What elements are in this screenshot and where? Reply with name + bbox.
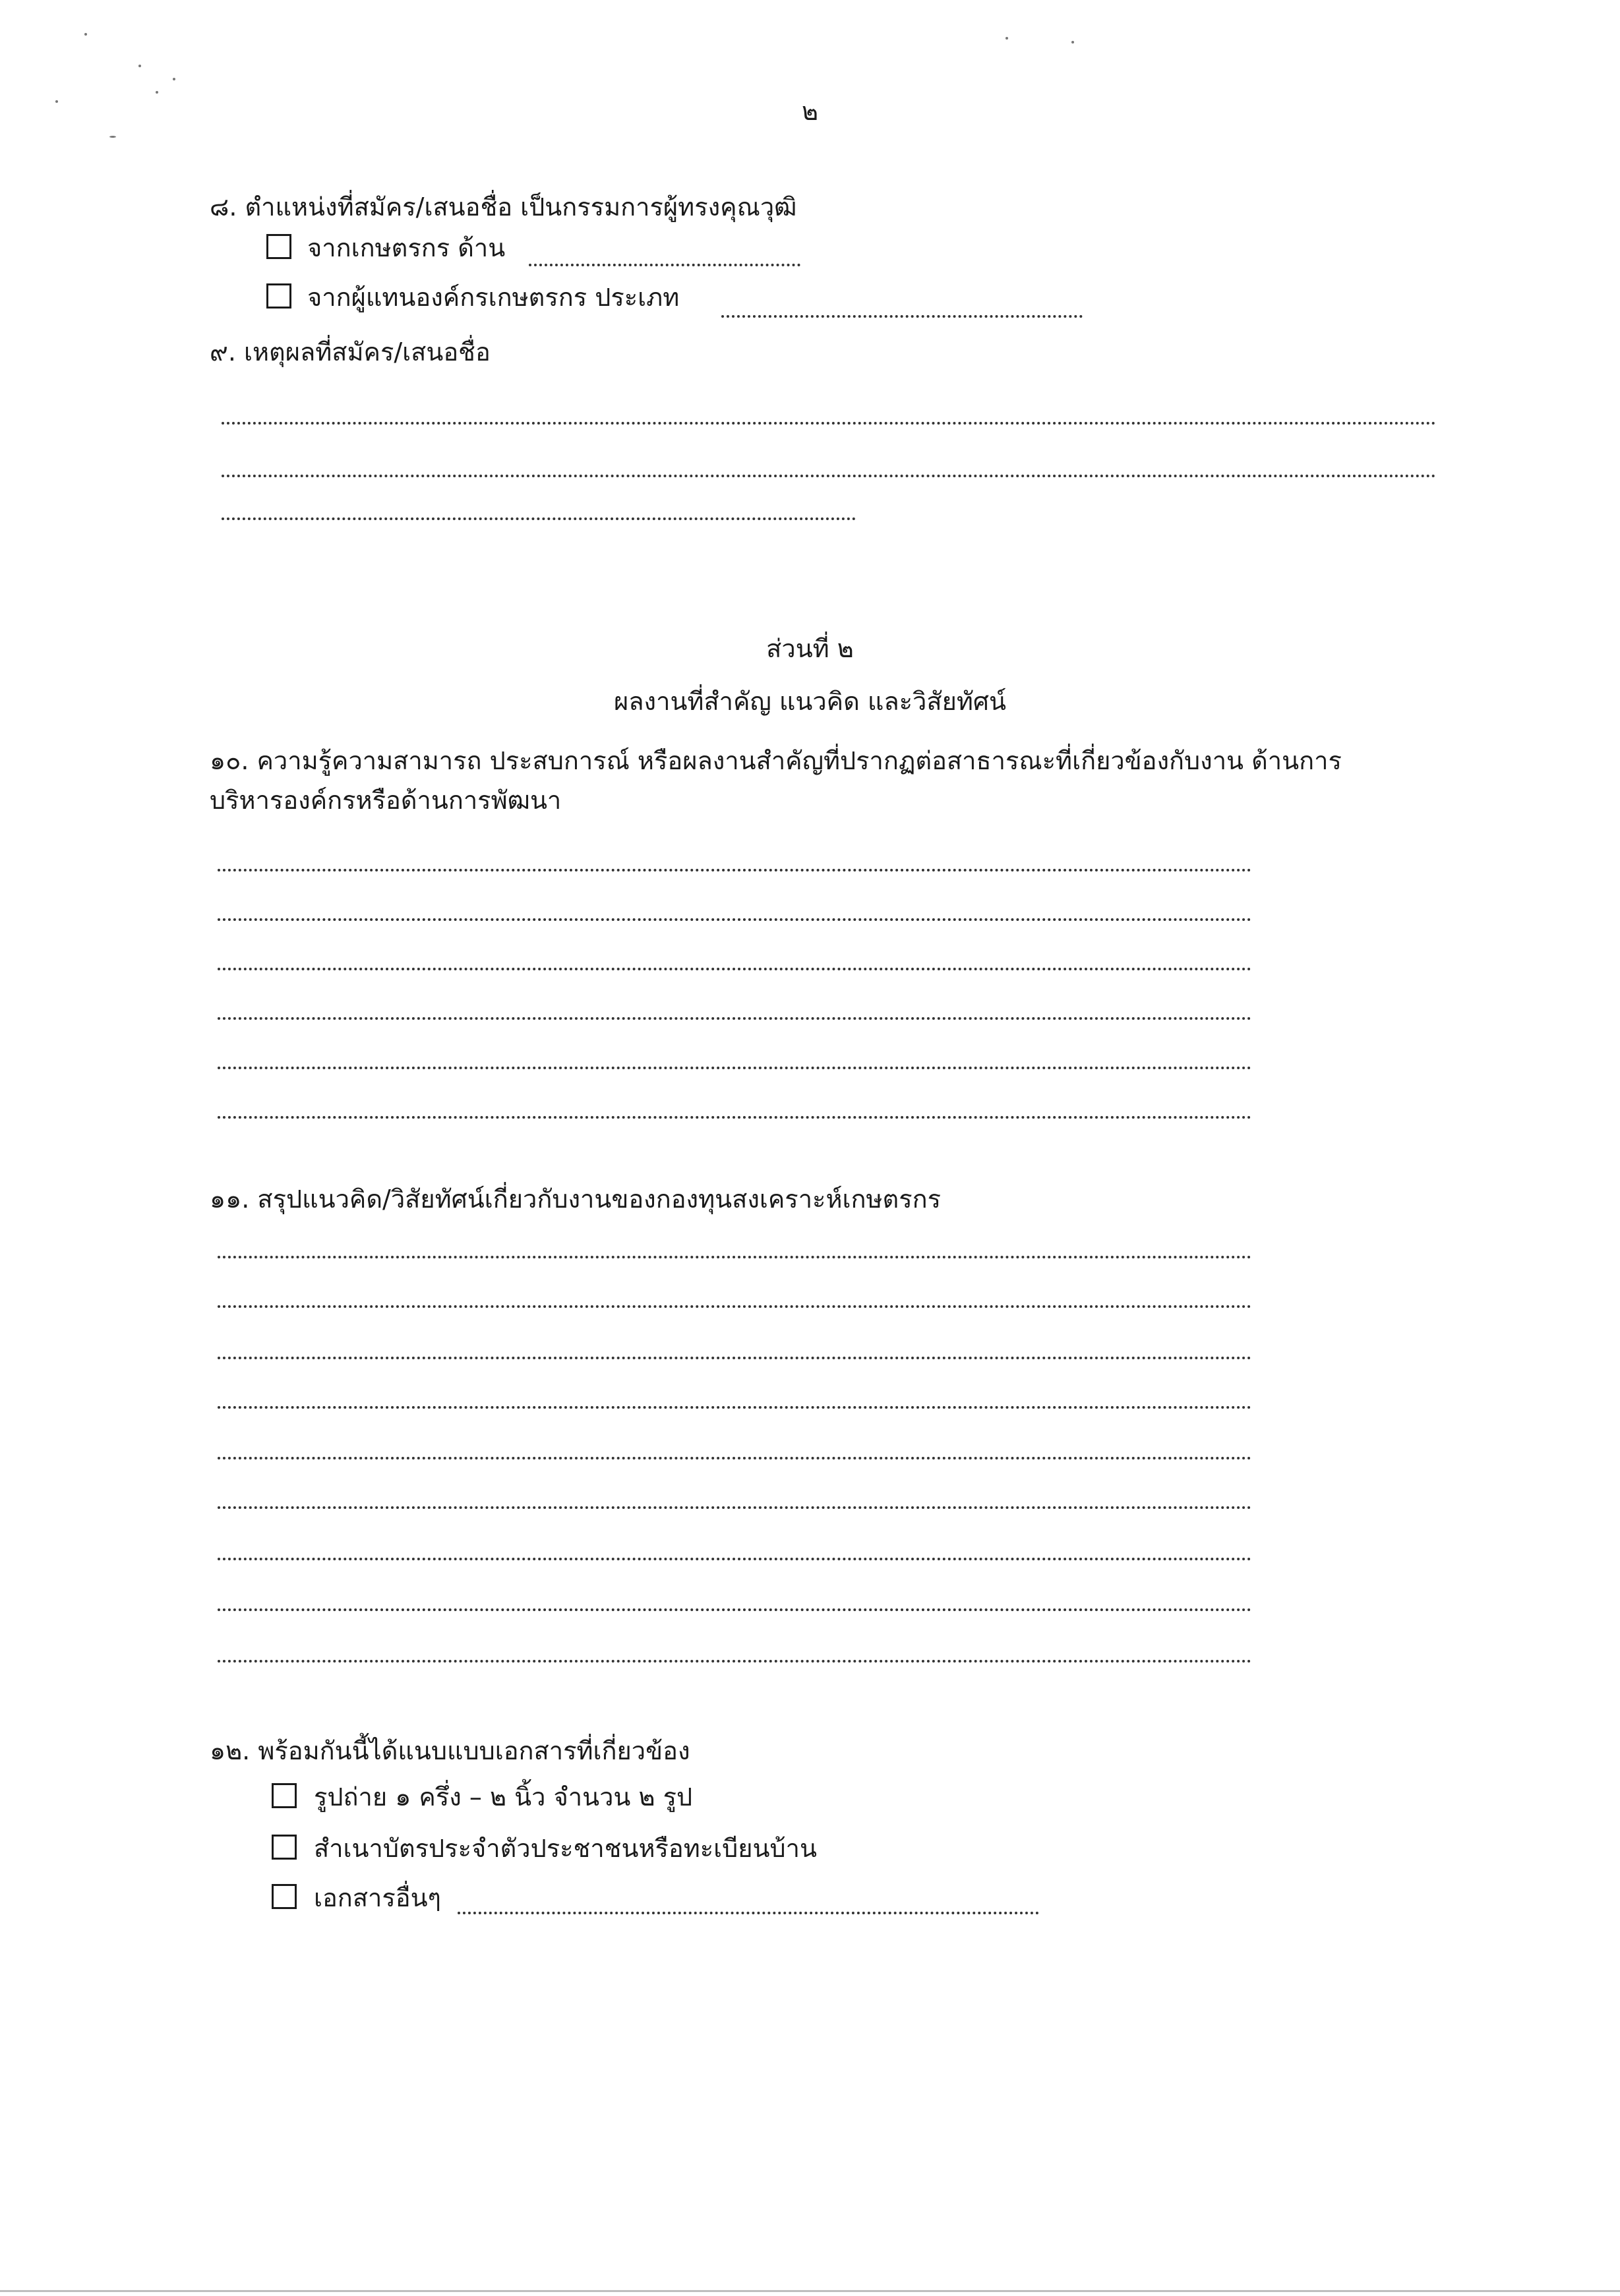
- fill-line[interactable]: [458, 1912, 1039, 1914]
- answer-line[interactable]: [222, 475, 1436, 477]
- item11-label: ๑๑. สรุปแนวคิด/วิสัยทัศน์เกี่ยวกับงานของกองทุนสงเคราะห์เกษตรกร: [210, 1185, 942, 1214]
- answer-line[interactable]: [218, 1357, 1251, 1359]
- scan-speck: [1005, 37, 1008, 40]
- checkbox[interactable]: [272, 1884, 297, 1909]
- answer-line[interactable]: [218, 869, 1251, 871]
- item10-label-line2: บริหารองค์กรหรือด้านการพัฒนา: [210, 786, 562, 815]
- option-label: จากผู้แทนองค์กรเกษตรกร ประเภท: [307, 283, 680, 312]
- answer-line[interactable]: [218, 1660, 1251, 1663]
- scan-speck: [138, 65, 141, 67]
- answer-line[interactable]: [218, 1406, 1251, 1409]
- answer-line[interactable]: [222, 517, 856, 520]
- option-label: เอกสารอื่นๆ: [314, 1883, 441, 1912]
- checkbox[interactable]: [272, 1783, 297, 1808]
- scan-speck: [109, 136, 116, 138]
- scan-speck: [1071, 41, 1074, 44]
- answer-line[interactable]: [218, 1608, 1251, 1611]
- answer-line[interactable]: [218, 1506, 1251, 1509]
- part2-subheading: ผลงานที่สำคัญ แนวคิด และวิสัยทัศน์: [614, 687, 1006, 716]
- scan-speck: [173, 78, 175, 80]
- checkbox[interactable]: [272, 1835, 297, 1860]
- item8-label: ๘. ตำแหน่งที่สมัคร/เสนอชื่อ เป็นกรรมการผู้ทรงคุณวุฒิ: [210, 192, 797, 221]
- fill-line[interactable]: [529, 264, 800, 266]
- answer-line[interactable]: [222, 422, 1436, 425]
- answer-line[interactable]: [218, 1256, 1251, 1258]
- answer-line[interactable]: [218, 1116, 1251, 1119]
- answer-line[interactable]: [218, 1305, 1251, 1308]
- page-number: ๒: [801, 97, 819, 126]
- option-label: รูปถ่าย ๑ ครึ่ง – ๒ นิ้ว จำนวน ๒ รูป: [314, 1782, 693, 1811]
- part2-heading: ส่วนที่ ๒: [766, 634, 854, 663]
- scan-speck: [156, 91, 158, 94]
- option-label: จากเกษตรกร ด้าน: [307, 233, 506, 262]
- answer-line[interactable]: [218, 1067, 1251, 1069]
- checkbox[interactable]: [266, 283, 291, 309]
- answer-line[interactable]: [218, 968, 1251, 970]
- answer-line[interactable]: [218, 1017, 1251, 1020]
- scan-speck: [84, 33, 87, 36]
- item9-label: ๙. เหตุผลที่สมัคร/เสนอชื่อ: [210, 338, 491, 367]
- answer-line[interactable]: [218, 1558, 1251, 1560]
- answer-line[interactable]: [218, 1457, 1251, 1459]
- scan-edge-line: [0, 2290, 1620, 2292]
- item10-label-line1: ๑๐. ความรู้ความสามารถ ประสบการณ์ หรือผลงานสำคัญที่ปรากฏต่อสาธารณะที่เกี่ยวข้องกับงาน ด้านการ: [210, 746, 1342, 775]
- answer-line[interactable]: [218, 918, 1251, 921]
- checkbox[interactable]: [266, 234, 291, 259]
- option-label: สำเนาบัตรประจำตัวประชาชนหรือทะเบียนบ้าน: [314, 1834, 817, 1863]
- item12-label: ๑๒. พร้อมกันนี้ได้แนบแบบเอกสารที่เกี่ยวข้อง: [210, 1736, 690, 1765]
- fill-line[interactable]: [721, 315, 1083, 318]
